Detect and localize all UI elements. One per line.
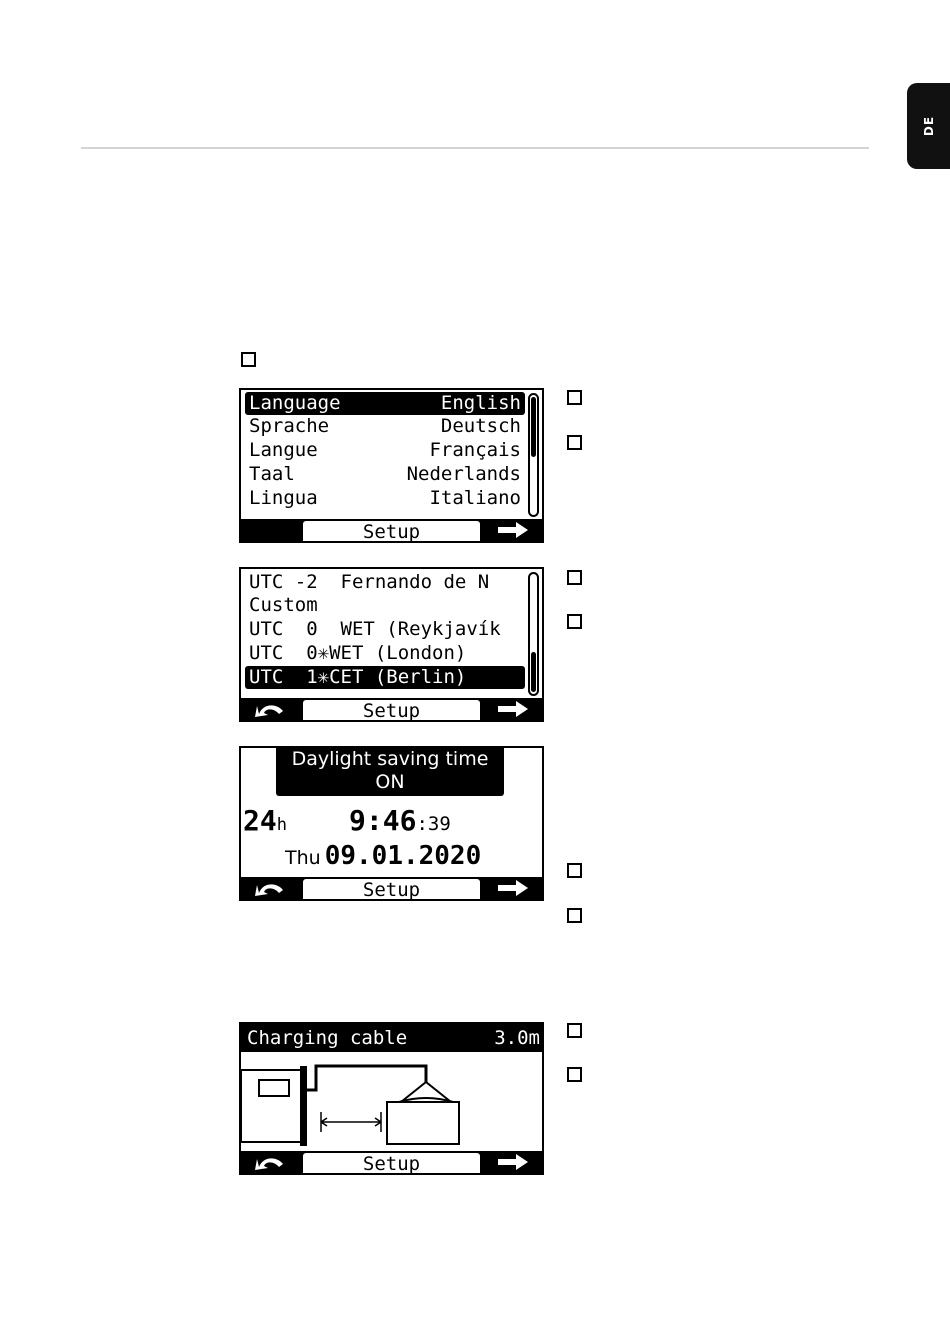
- language-row[interactable]: [245, 415, 525, 438]
- step-checkbox[interactable]: [567, 570, 582, 585]
- timezone-row[interactable]: [245, 642, 525, 665]
- language-row-label: Sprache: [249, 415, 330, 437]
- language-row[interactable]: [245, 463, 525, 486]
- language-row-value: Deutsch: [440, 415, 521, 437]
- language-row-label: Language: [249, 392, 341, 414]
- back-button[interactable]: [241, 1151, 299, 1173]
- step-checkbox[interactable]: [567, 863, 582, 878]
- back-button[interactable]: [241, 877, 299, 899]
- back-arrow-icon: [253, 1154, 287, 1170]
- cable-header[interactable]: [241, 1024, 542, 1052]
- back-arrow-icon: [253, 880, 287, 896]
- language-screen: [239, 388, 544, 543]
- cable-title: Charging cable: [247, 1027, 408, 1049]
- date-value: 09.01.2020: [324, 841, 482, 871]
- timezone-row-label: UTC 0✳WET (London): [249, 642, 467, 664]
- time-format-unit: h: [276, 815, 287, 835]
- scrollbar-thumb[interactable]: [531, 397, 536, 457]
- timezone-row-label: Custom: [249, 594, 318, 616]
- scrollbar-thumb[interactable]: [531, 652, 536, 692]
- next-button[interactable]: [484, 1151, 542, 1173]
- next-button[interactable]: [484, 519, 542, 541]
- language-row[interactable]: [245, 439, 525, 462]
- timezone-row-label: UTC 1✳CET (Berlin): [249, 666, 467, 688]
- header-rule: [81, 147, 869, 149]
- date-display: [285, 841, 481, 873]
- back-arrow-icon: [253, 701, 287, 717]
- arrow-right-icon: [496, 522, 530, 538]
- softkey-left-empty: [241, 519, 299, 541]
- timezone-row[interactable]: [245, 571, 525, 594]
- step-checkbox[interactable]: [567, 435, 582, 450]
- timezone-screen: [239, 567, 544, 722]
- dst-box[interactable]: [276, 748, 504, 796]
- time-seconds: :39: [416, 813, 451, 835]
- next-button[interactable]: [484, 698, 542, 720]
- softkey-bar: [241, 877, 542, 899]
- step-checkbox[interactable]: [567, 390, 582, 405]
- language-tab-label: DE: [921, 115, 936, 137]
- step-checkbox[interactable]: [567, 614, 582, 629]
- step-checkbox[interactable]: [241, 352, 256, 367]
- setup-softkey[interactable]: Setup: [303, 700, 480, 720]
- arrow-right-icon: [496, 880, 530, 896]
- arrow-right-icon: [496, 701, 530, 717]
- timezone-row-label: UTC 0 WET (Reykjavík: [249, 618, 501, 640]
- back-button[interactable]: [241, 698, 299, 720]
- time-display: [349, 804, 451, 838]
- dst-value: ON: [375, 771, 405, 793]
- next-button[interactable]: [484, 877, 542, 899]
- setup-softkey[interactable]: Setup: [303, 879, 480, 899]
- step-checkbox[interactable]: [567, 908, 582, 923]
- softkey-bar: [241, 519, 542, 541]
- language-row-label: Langue: [249, 439, 318, 461]
- setup-softkey[interactable]: Setup: [303, 1153, 480, 1173]
- cable-diagram: [241, 1052, 542, 1152]
- language-row[interactable]: [245, 487, 525, 510]
- timezone-row[interactable]: [245, 618, 525, 641]
- language-row-label: Taal: [249, 463, 295, 485]
- time-format-number: 24: [243, 804, 277, 837]
- cable-value: 3.0m: [494, 1027, 540, 1049]
- timezone-row[interactable]: [245, 594, 525, 617]
- time-hours-minutes: 9:46: [349, 804, 417, 837]
- dst-label: Daylight saving time: [291, 748, 489, 770]
- weekday: Thu: [285, 847, 321, 869]
- language-tab[interactable]: [907, 83, 950, 169]
- setup-softkey[interactable]: Setup: [303, 521, 480, 541]
- language-row[interactable]: [245, 392, 525, 415]
- language-row-value: English: [440, 392, 521, 414]
- language-row-value: Italiano: [429, 487, 521, 509]
- cable-screen: [239, 1022, 544, 1175]
- scrollbar[interactable]: [528, 572, 539, 696]
- scrollbar[interactable]: [528, 393, 539, 517]
- softkey-bar: [241, 1151, 542, 1173]
- softkey-bar: [241, 698, 542, 720]
- language-row-value: Français: [429, 439, 521, 461]
- timezone-row-label: UTC -2 Fernando de N: [249, 571, 490, 593]
- step-checkbox[interactable]: [567, 1023, 582, 1038]
- arrow-right-icon: [496, 1154, 530, 1170]
- language-row-label: Lingua: [249, 487, 318, 509]
- step-checkbox[interactable]: [567, 1067, 582, 1082]
- time-format: [243, 804, 287, 838]
- timezone-row[interactable]: [245, 666, 525, 689]
- clock-screen: [239, 746, 544, 901]
- language-row-value: Nederlands: [406, 463, 521, 485]
